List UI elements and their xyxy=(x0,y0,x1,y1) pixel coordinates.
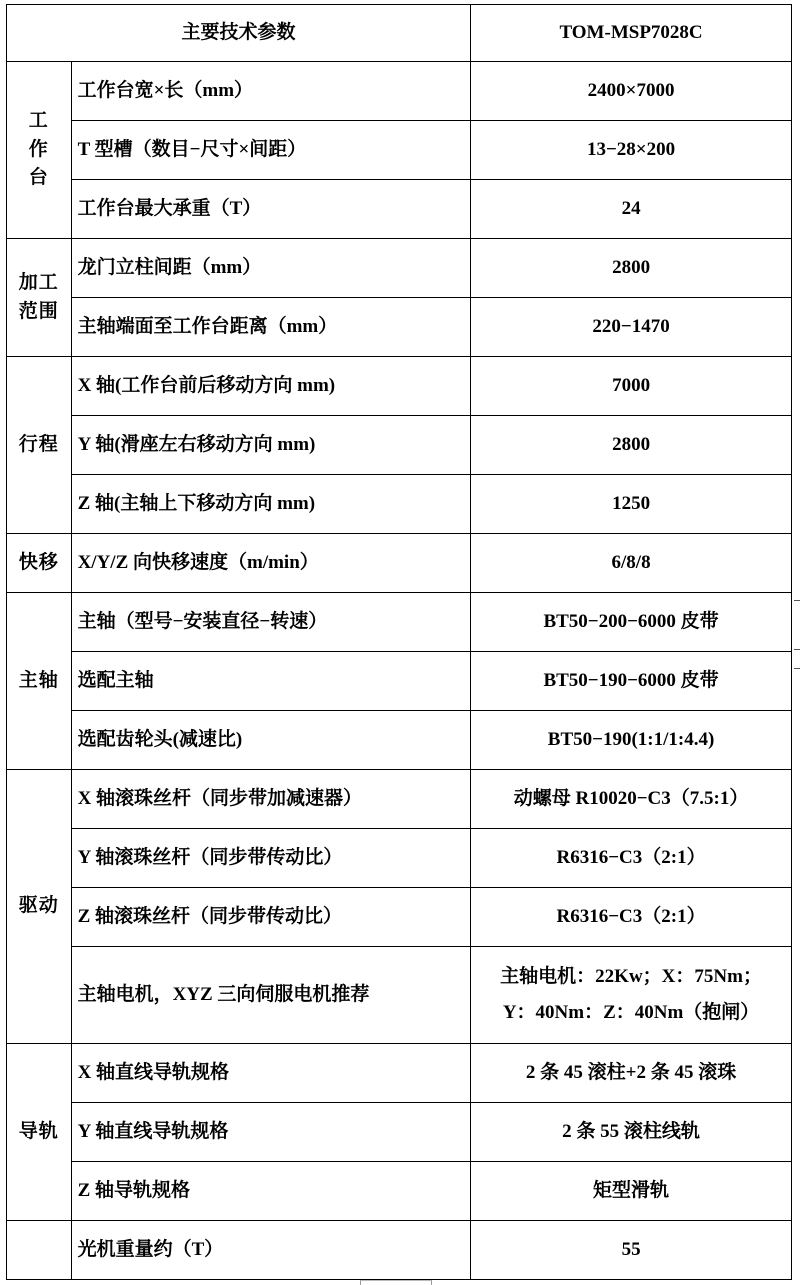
row-value: 2800 xyxy=(471,239,792,298)
group-label-char: 主轴 xyxy=(18,669,59,691)
table-row xyxy=(7,1221,792,1280)
row-item-label: 主轴端面至工作台距离（mm） xyxy=(71,298,471,357)
table-row xyxy=(7,829,792,888)
group-label-rapid-feed xyxy=(7,534,72,593)
row-value: 2 条 45 滚柱+2 条 45 滚珠 xyxy=(471,1044,792,1103)
group-label-char: 工 xyxy=(28,110,49,132)
table-row xyxy=(7,534,792,593)
group-label-char: 范围 xyxy=(18,300,59,322)
group-label-char: 驱动 xyxy=(18,895,59,917)
row-value: 1250 xyxy=(471,475,792,534)
row-item-label: Y 轴直线导轨规格 xyxy=(71,1103,471,1162)
table-row xyxy=(7,1162,792,1221)
row-value: 13−28×200 xyxy=(471,121,792,180)
row-value: BT50−190(1:1/1:4.4) xyxy=(471,711,792,770)
spec-sheet-page xyxy=(0,4,800,1285)
row-item-label: 主轴电机，XYZ 三向伺服电机推荐 xyxy=(71,947,471,1044)
specification-table xyxy=(6,4,792,1280)
header-title-cell: 主要技术参数 xyxy=(7,5,471,62)
table-row xyxy=(7,947,792,1044)
row-item-label: 光机重量约（T） xyxy=(71,1221,471,1280)
table-row xyxy=(7,357,792,416)
row-item-label: X 轴滚珠丝杆（同步带加减速器） xyxy=(71,770,471,829)
row-item-label: 选配齿轮头(减速比) xyxy=(71,711,471,770)
table-row xyxy=(7,298,792,357)
header-model-cell: TOM-MSP7028C xyxy=(471,5,792,62)
group-label-guideway xyxy=(7,1044,72,1221)
table-row xyxy=(7,770,792,829)
group-label-drive xyxy=(7,770,72,1044)
row-value-multiline xyxy=(471,947,792,1044)
table-row xyxy=(7,180,792,239)
table-row xyxy=(7,711,792,770)
row-item-label: Z 轴(主轴上下移动方向 mm) xyxy=(71,475,471,534)
row-value: BT50−200−6000 皮带 xyxy=(471,593,792,652)
row-item-label: X/Y/Z 向快移速度（m/min） xyxy=(71,534,471,593)
row-item-label: T 型槽（数目−尺寸×间距） xyxy=(71,121,471,180)
row-item-label: 主轴（型号−安装直径−转速） xyxy=(71,593,471,652)
group-label-char: 台 xyxy=(28,167,49,189)
row-value: 24 xyxy=(471,180,792,239)
row-value: R6316−C3（2:1） xyxy=(471,888,792,947)
table-row xyxy=(7,1103,792,1162)
table-row xyxy=(7,593,792,652)
group-label-char: 快移 xyxy=(18,551,59,573)
group-label-worktable xyxy=(7,62,72,239)
row-item-label: 选配主轴 xyxy=(71,652,471,711)
table-row xyxy=(7,888,792,947)
group-label-char: 作 xyxy=(28,138,49,160)
row-value-line: 主轴电机：22Kw；X：75Nm； xyxy=(500,965,762,987)
table-row xyxy=(7,239,792,298)
row-item-label: Y 轴(滑座左右移动方向 mm) xyxy=(71,416,471,475)
row-value: 2800 xyxy=(471,416,792,475)
page-edge-mark xyxy=(794,668,800,669)
row-item-label: Z 轴导轨规格 xyxy=(71,1162,471,1221)
row-value: BT50−190−6000 皮带 xyxy=(471,652,792,711)
table-row xyxy=(7,121,792,180)
table-row xyxy=(7,416,792,475)
row-value: 矩型滑轨 xyxy=(471,1162,792,1221)
row-item-label: Z 轴滚珠丝杆（同步带传动比） xyxy=(71,888,471,947)
row-item-label: X 轴(工作台前后移动方向 mm) xyxy=(71,357,471,416)
page-edge-mark xyxy=(794,649,800,650)
group-label-travel xyxy=(7,357,72,534)
row-value: 6/8/8 xyxy=(471,534,792,593)
group-label-machining-range xyxy=(7,239,72,357)
group-label-char: 加工 xyxy=(18,272,59,293)
group-label-empty xyxy=(7,1221,72,1280)
group-label-char: 行程 xyxy=(18,433,59,455)
table-row xyxy=(7,652,792,711)
row-item-label: Y 轴滚珠丝杆（同步带传动比） xyxy=(71,829,471,888)
table-row xyxy=(7,1044,792,1103)
group-label-spindle xyxy=(7,593,72,770)
row-value: R6316−C3（2:1） xyxy=(471,829,792,888)
row-value: 2400×7000 xyxy=(471,62,792,121)
row-item-label: 工作台最大承重（T） xyxy=(71,180,471,239)
row-value: 7000 xyxy=(471,357,792,416)
row-value: 2 条 55 滚柱线轨 xyxy=(471,1103,792,1162)
page-edge-mark xyxy=(794,600,800,601)
table-row xyxy=(7,62,792,121)
row-value: 动螺母 R10020−C3（7.5:1） xyxy=(471,770,792,829)
table-header-row xyxy=(7,5,792,62)
row-value: 220−1470 xyxy=(471,298,792,357)
table-row xyxy=(7,475,792,534)
row-item-label: 工作台宽×长（mm） xyxy=(71,62,471,121)
group-label-char: 导轨 xyxy=(18,1120,59,1142)
row-value-line: Y：40Nm：Z：40Nm（抱闸） xyxy=(502,1002,760,1023)
row-value: 55 xyxy=(471,1221,792,1280)
row-item-label: 龙门立柱间距（mm） xyxy=(71,239,471,298)
row-item-label: X 轴直线导轨规格 xyxy=(71,1044,471,1103)
